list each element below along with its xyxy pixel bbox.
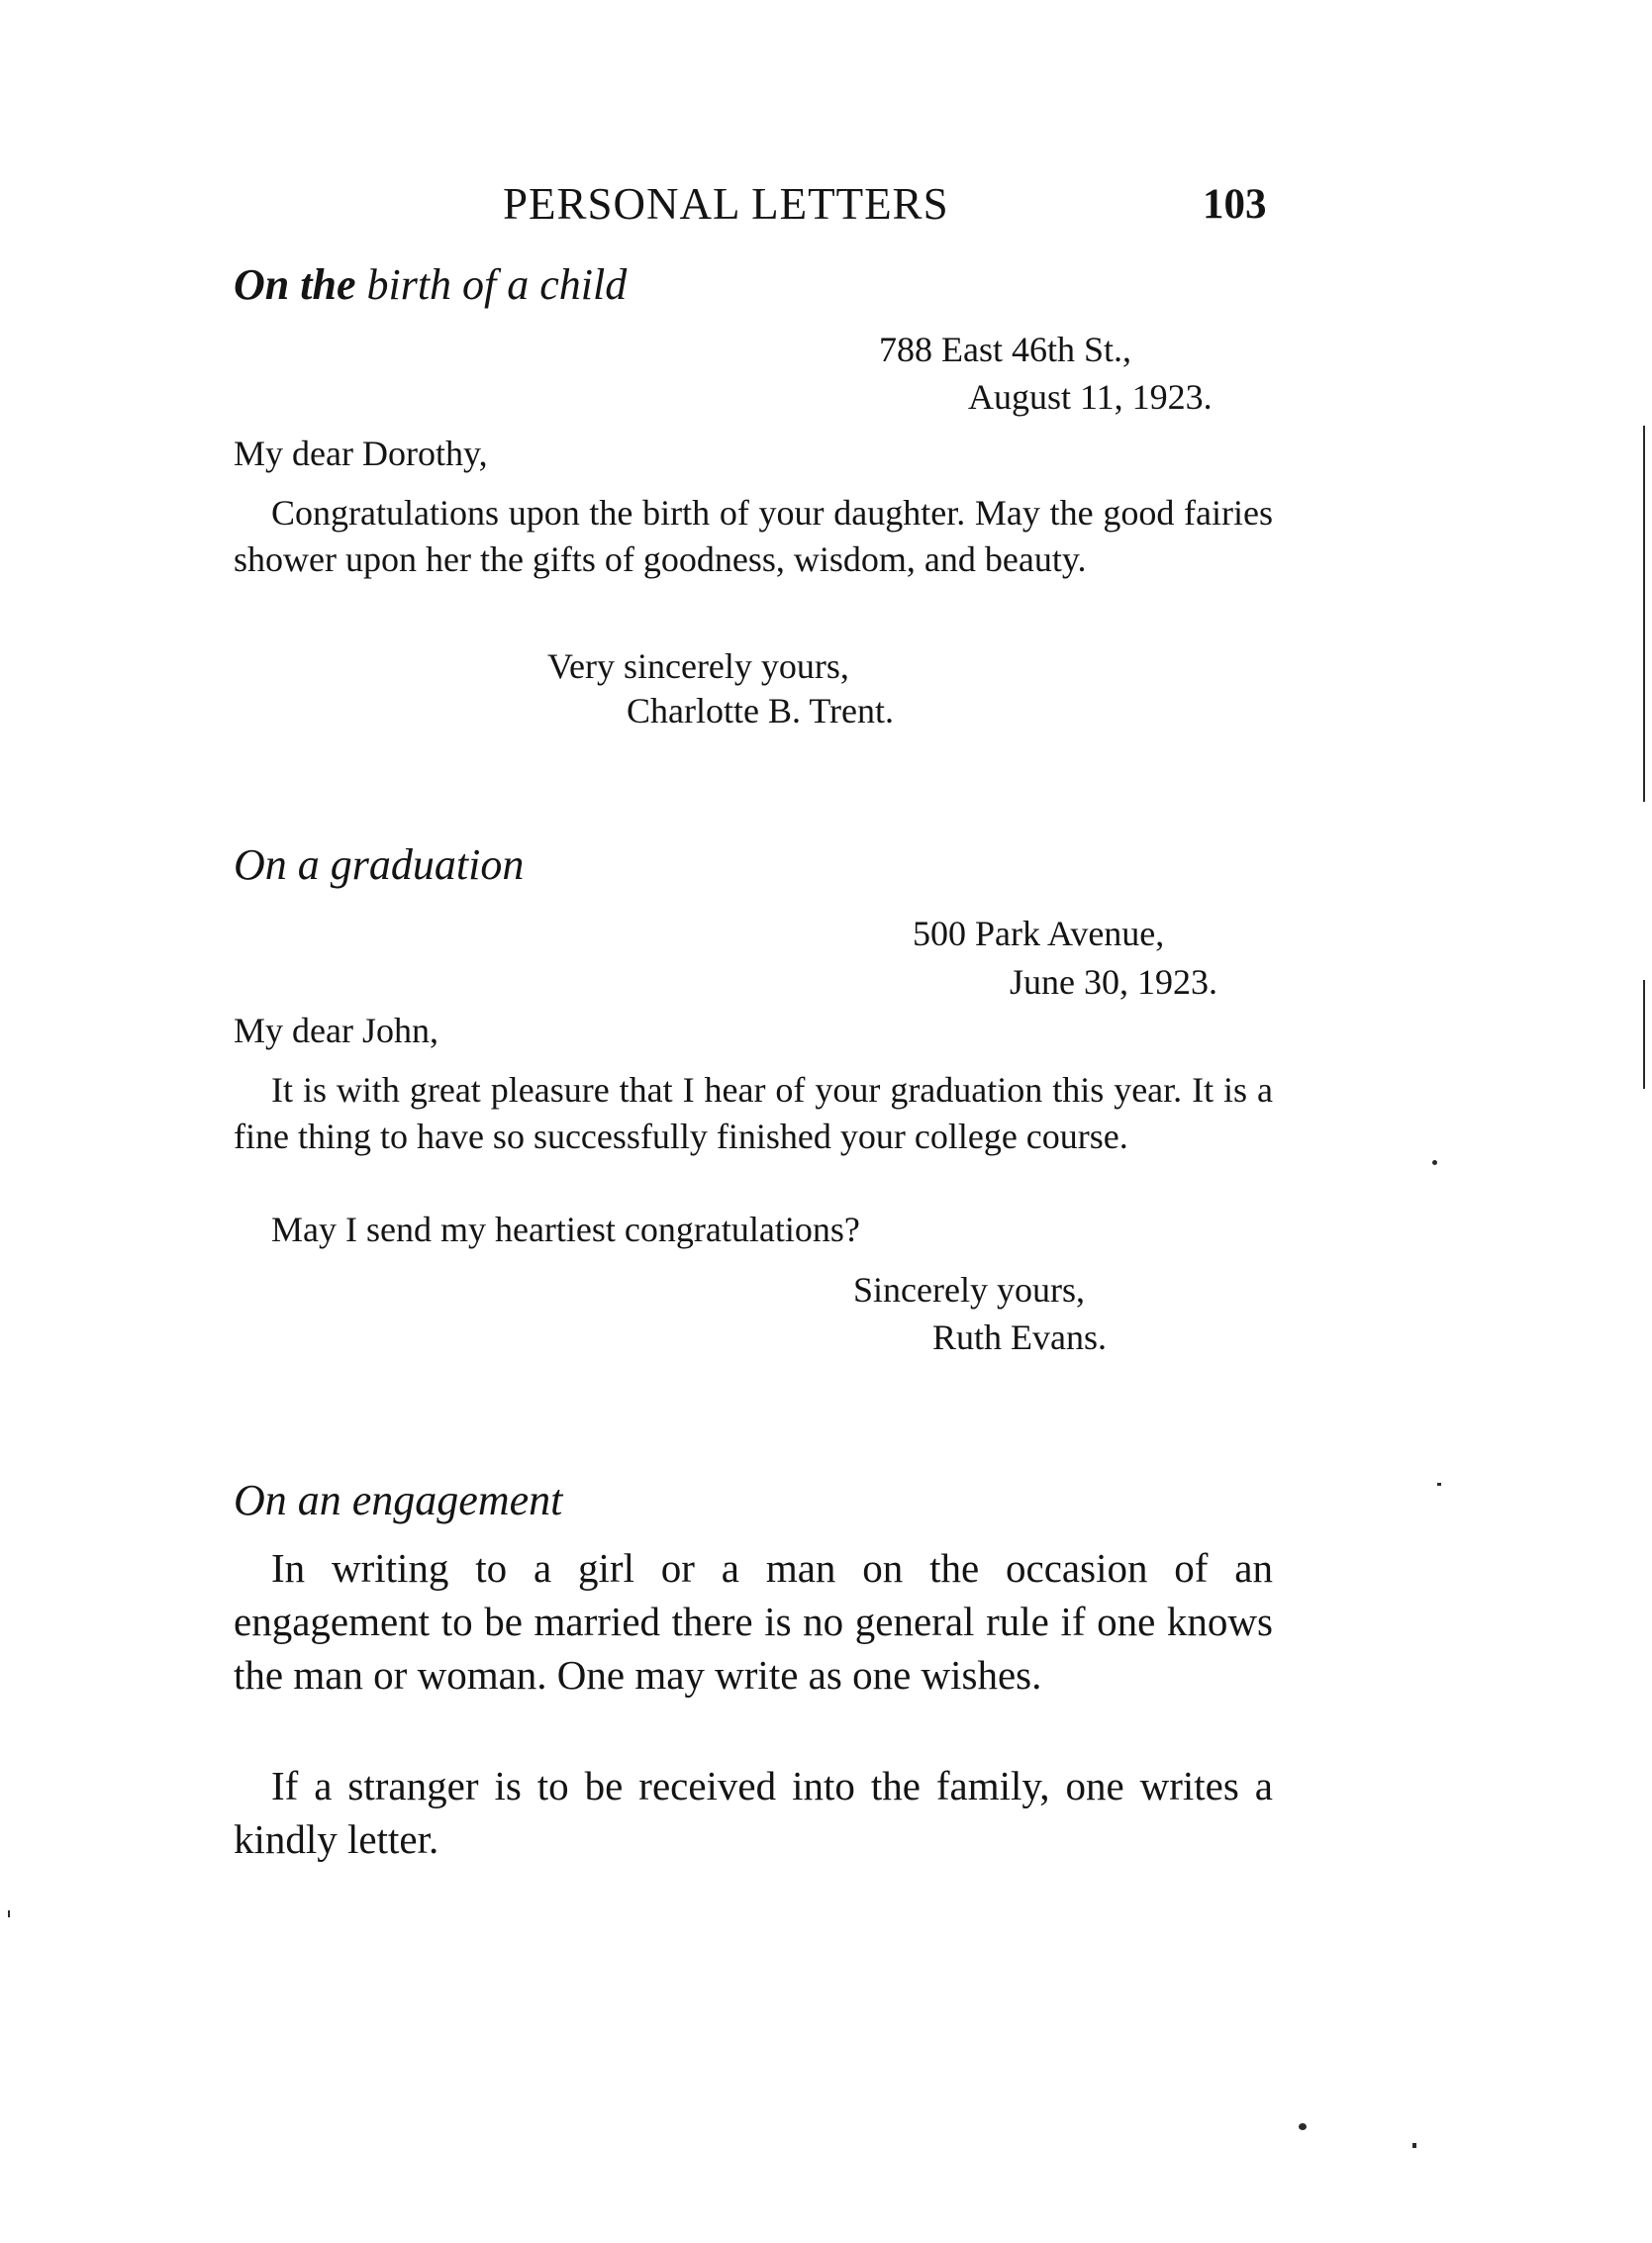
salutation: My dear Dorothy, (234, 434, 488, 473)
letter-body (234, 490, 1273, 583)
salutation: My dear John, (234, 1011, 438, 1050)
section-title-graduation: On a graduation (234, 840, 525, 889)
letter-body-text: It is with great pleasure that I hear of your graduation this year. It is a fine thing to have so successfully finished your college course. (234, 1070, 1273, 1156)
closing: Sincerely yours, (853, 1270, 1085, 1310)
body-paragraph-text: If a stranger is to be received into the family, one writes a kindly letter. (234, 1763, 1273, 1862)
letter-body-text: Congratulations upon the birth of your daughter. May the good fairies shower upon her the gifts of goodness, wisdom, and beauty. (234, 493, 1273, 579)
section-title-engagement: On an engagement (234, 1476, 563, 1524)
section-title-birth-lead: On the (234, 260, 356, 309)
scan-speck (8, 1910, 10, 1917)
letter-body-text: May I send my heartiest congratulations? (271, 1210, 860, 1249)
scan-speck (1432, 1160, 1437, 1165)
date-line: June 30, 1923. (1010, 962, 1217, 1002)
scan-speck (1412, 2143, 1416, 2148)
scan-edge-mark (1643, 426, 1645, 802)
letter-body (234, 1067, 1273, 1160)
scan-speck (1437, 1483, 1441, 1486)
closing: Very sincerely yours, (547, 646, 849, 686)
scan-speck (1299, 2123, 1307, 2130)
section-title-birth-rest: birth of a child (355, 260, 628, 309)
body-paragraph-text: In writing to a girl or a man on the occasion of an engagement to be married there is no general rule if one knows the man or woman. One may write as one wishes. (234, 1545, 1273, 1698)
letter-body (234, 1207, 1273, 1253)
date-line: August 11, 1923. (968, 377, 1213, 417)
page-number: 103 (1203, 181, 1267, 228)
section-title-birth (234, 259, 627, 310)
address-line-1: 788 East 46th St., (879, 330, 1132, 369)
scan-edge-mark (1643, 980, 1645, 1089)
signature: Ruth Evans. (932, 1317, 1107, 1357)
body-paragraph (234, 1541, 1273, 1702)
body-paragraph (234, 1759, 1273, 1866)
signature: Charlotte B. Trent. (627, 691, 895, 731)
address-line-1: 500 Park Avenue, (913, 914, 1165, 953)
running-head: PERSONAL LETTERS (503, 179, 949, 229)
